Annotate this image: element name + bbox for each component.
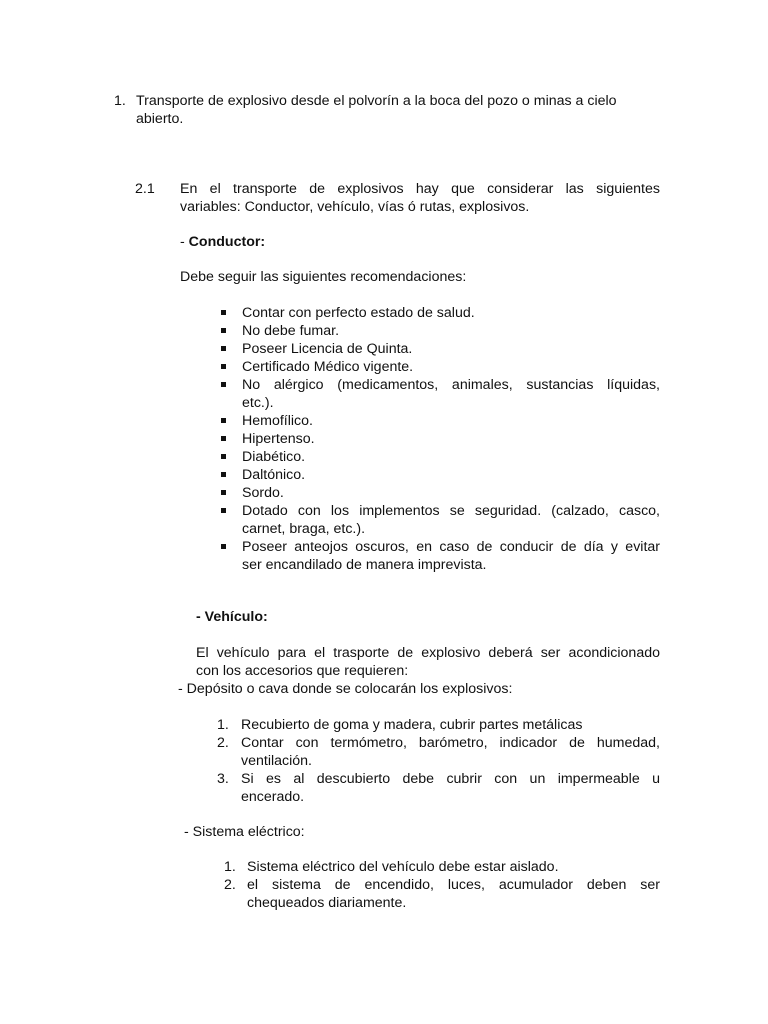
list-item: Diabético. [242, 449, 306, 465]
list-item-continuation: carnet, braga, etc.). [242, 521, 366, 537]
bullet-marker [221, 328, 226, 333]
list-item: el sistema de encendido, luces, acumulador deben ser [247, 877, 660, 893]
list-number: 1. [224, 859, 236, 875]
deposito-heading: - Depósito o cava donde se colocarán los explosivos: [178, 681, 513, 697]
bullet-marker [221, 382, 226, 387]
section-2-1-intro-line1: En el transporte de explosivos hay que considerar las siguientes [180, 181, 660, 197]
list-item: Sordo. [242, 485, 284, 501]
list-item: Sistema eléctrico del vehículo debe estar aislado. [247, 859, 559, 875]
bullet-marker [221, 544, 226, 549]
vehiculo-heading: - Vehículo: [196, 609, 268, 625]
bullet-marker [221, 454, 226, 459]
list-item-continuation: encerado. [241, 789, 305, 805]
list-item-continuation: etc.). [242, 395, 274, 411]
list-item: Contar con perfecto estado de salud. [242, 305, 475, 321]
list-item-continuation: ser encandilado de manera imprevista. [242, 557, 487, 573]
sistema-electrico-heading: - Sistema eléctrico: [184, 824, 305, 840]
list-item: Dotado con los implementos se seguridad. (calzado, casco, [242, 503, 660, 519]
list-number: 3. [217, 771, 229, 787]
list-item: No debe fumar. [242, 323, 340, 339]
bullet-marker [221, 346, 226, 351]
list-item-continuation: chequeados diariamente. [247, 895, 407, 911]
section-1-title-line2: abierto. [136, 111, 184, 127]
list-item: Hipertenso. [242, 431, 315, 447]
bullet-marker [221, 436, 226, 441]
bullet-marker [221, 364, 226, 369]
list-item: Poseer anteojos oscuros, en caso de conducir de día y evitar [242, 539, 660, 555]
vehiculo-paragraph-line2: con los accesorios que requieren: [196, 663, 409, 679]
bullet-marker [221, 472, 226, 477]
bullet-marker [221, 418, 226, 423]
conductor-dash: - [180, 234, 189, 250]
vehiculo-paragraph-line1: El vehículo para el trasporte de explosivo deberá ser acondicionado [196, 645, 660, 661]
bullet-marker [221, 310, 226, 315]
list-item: Recubierto de goma y madera, cubrir partes metálicas [241, 717, 583, 733]
section-2-1-intro-line2: variables: Conductor, vehículo, vías ó rutas, explosivos. [180, 199, 530, 215]
list-item: Contar con termómetro, barómetro, indicador de humedad, [241, 735, 660, 751]
list-item: Daltónico. [242, 467, 306, 483]
list-number: 1. [217, 717, 229, 733]
conductor-heading-label: Conductor: [188, 234, 266, 250]
section-2-1-number: 2.1 [135, 181, 155, 197]
list-item: Hemofílico. [242, 413, 313, 429]
list-item: Certificado Médico vigente. [242, 359, 414, 375]
list-item: No alérgico (medicamentos, animales, sustancias líquidas, [242, 377, 660, 393]
list-item: Poseer Licencia de Quinta. [242, 341, 413, 357]
conductor-intro: Debe seguir las siguientes recomendaciones: [180, 269, 467, 285]
list-item: Si es al descubierto debe cubrir con un impermeable u [241, 771, 660, 787]
section-1-number: 1. [114, 93, 126, 109]
list-number: 2. [217, 735, 229, 751]
conductor-heading [180, 233, 265, 251]
bullet-marker [221, 508, 226, 513]
bullet-marker [221, 490, 226, 495]
section-1-title-line1: Transporte de explosivo desde el polvorín a la boca del pozo o minas a cielo [136, 93, 617, 109]
list-item-continuation: ventilación. [241, 753, 312, 769]
list-number: 2. [224, 877, 236, 893]
